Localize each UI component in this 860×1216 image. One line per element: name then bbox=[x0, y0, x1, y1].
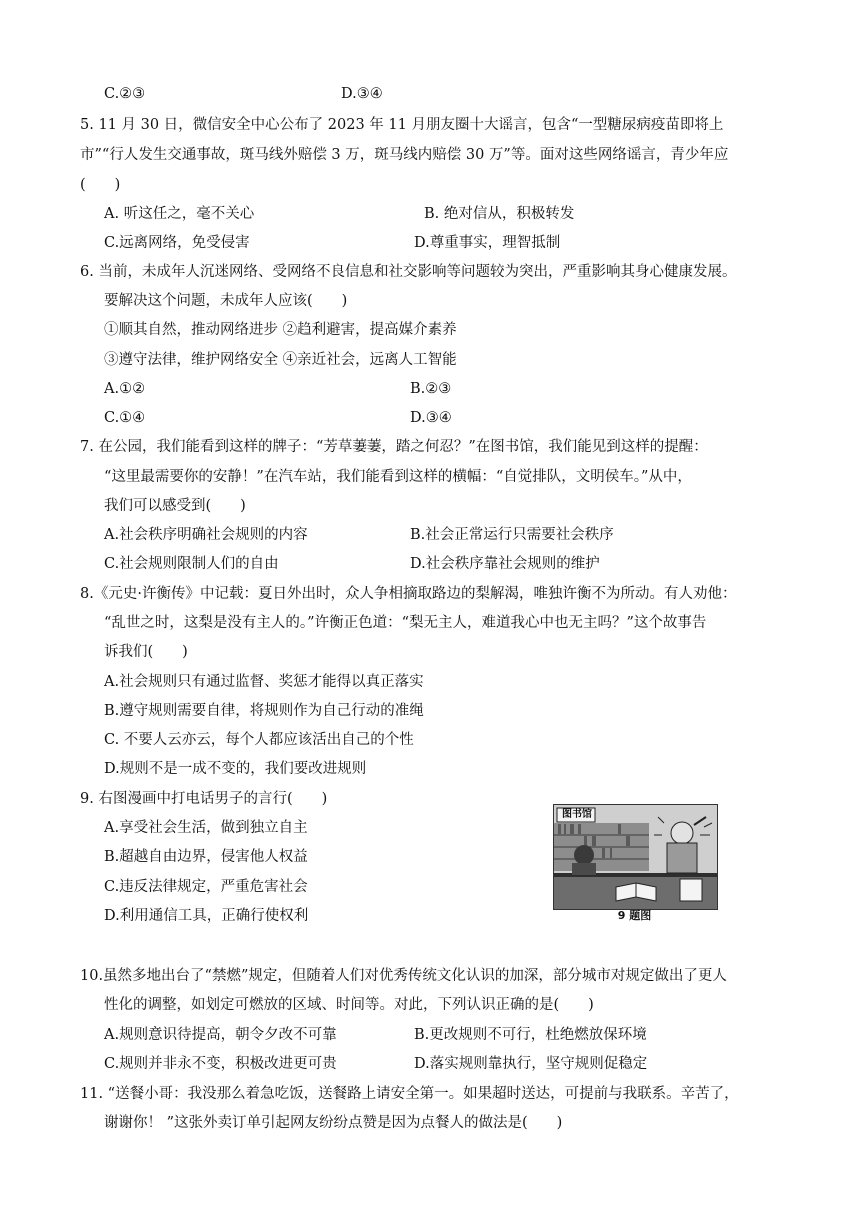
q10-option-d: D.落实规则靠执行，坚守规则促稳定 bbox=[414, 1056, 648, 1072]
q6-items-3-4: ③遵守法律，维护网络安全 ④亲近社会，远离人工智能 bbox=[104, 352, 457, 368]
q7-option-b: B.社会正常运行只需要社会秩序 bbox=[410, 527, 614, 543]
q8-option-c: C. 不要人云亦云，每个人都应该活出自己的个性 bbox=[104, 732, 414, 748]
q5-answer-blank: ( ) bbox=[80, 177, 121, 193]
q5-stem-line1: 5. 11 月 30 日，微信安全中心公布了 2023 年 11 月朋友圈十大谣言，包含“一型糖尿病疫苗即将上 bbox=[80, 117, 724, 133]
q7-option-c: C.社会规则限制人们的自由 bbox=[104, 556, 279, 572]
q6-items-1-2: ①顺其自然，推动网络进步 ②趋利避害，提高媒介素养 bbox=[104, 322, 457, 338]
q9-option-b: B.超越自由边界，侵害他人权益 bbox=[104, 849, 308, 865]
q7-stem-line1: 7. 在公园，我们能看到这样的牌子：“芳草萋萋，踏之何忍？”在图书馆，我们能见到这样的提醒： bbox=[80, 439, 708, 455]
q10-stem-line2: 性化的调整，如划定可燃放的区域、时间等。对此，下列认识正确的是( ) bbox=[104, 997, 594, 1013]
q9-figure-caption: 9 题图 bbox=[617, 909, 652, 922]
q8-option-a: A.社会规则只有通过监督、奖惩才能得以真正落实 bbox=[104, 674, 424, 690]
q9-cartoon-image bbox=[553, 804, 718, 910]
q8-stem-line3: 诉我们( ) bbox=[104, 644, 188, 660]
q6-stem-line1: 6. 当前，未成年人沉迷网络、受网络不良信息和社交影响等问题较为突出，严重影响其身心健康发展。 bbox=[80, 264, 737, 280]
q4-option-c: C.②③ bbox=[104, 86, 146, 102]
q6-option-b: B.②③ bbox=[410, 381, 452, 397]
q11-stem-line2: 谢谢你！ ”这张外卖订单引起网友纷纷点赞是因为点餐人的做法是( ) bbox=[104, 1115, 563, 1131]
q8-stem-line1: 8.《元史·许衡传》中记载：夏日外出时，众人争相摘取路边的梨解渴，唯独许衡不为所动。有人劝他： bbox=[80, 586, 737, 602]
library-sign-text: 图书馆 bbox=[562, 809, 592, 820]
q6-stem-line2: 要解决这个问题，未成年人应该( ) bbox=[104, 293, 348, 309]
q5-option-a: A. 听这任之，毫不关心 bbox=[104, 206, 255, 222]
q8-option-b: B.遵守规则需要自律，将规则作为自己行动的准绳 bbox=[104, 703, 424, 719]
q7-option-d: D.社会秩序靠社会规则的维护 bbox=[410, 556, 600, 572]
q9-option-c: C.违反法律规定，严重危害社会 bbox=[104, 879, 308, 895]
q10-option-b: B.更改规则不可行，杜绝燃放保环境 bbox=[414, 1027, 647, 1043]
q8-stem-line2: “乱世之时，这梨是没有主人的。”许衡正色道：“梨无主人，难道我心中也无主吗？”这个故事告 bbox=[104, 615, 707, 631]
q5-option-c: C.远离网络，免受侵害 bbox=[104, 235, 250, 251]
q5-option-b: B. 绝对信从，积极转发 bbox=[424, 206, 575, 222]
q10-option-a: A.规则意识待提高，朝令夕改不可靠 bbox=[104, 1027, 337, 1043]
q9-option-d: D.利用通信工具，正确行使权利 bbox=[104, 908, 309, 924]
q10-option-c: C.规则并非永不变，积极改进更可贵 bbox=[104, 1056, 337, 1072]
q9-option-a: A.享受社会生活，做到独立自主 bbox=[104, 820, 308, 836]
q6-option-c: C.①④ bbox=[104, 410, 146, 426]
q7-option-a: A.社会秩序明确社会规则的内容 bbox=[104, 527, 308, 543]
q5-option-d: D.尊重事实，理智抵制 bbox=[414, 235, 561, 251]
q7-stem-line2: “这里最需要你的安静！”在汽车站，我们能看到这样的横幅：“自觉排队，文明侯车。”从中， bbox=[104, 469, 692, 485]
q4-option-d: D.③④ bbox=[341, 86, 383, 102]
q6-option-d: D.③④ bbox=[410, 410, 452, 426]
q8-option-d: D.规则不是一成不变的，我们要改进规则 bbox=[104, 761, 367, 777]
q9-stem: 9. 右图漫画中打电话男子的言行( ) bbox=[80, 791, 328, 807]
q7-stem-line3: 我们可以感受到( ) bbox=[104, 498, 246, 514]
q10-stem-line1: 10.虽然多地出台了“禁燃”规定，但随着人们对优秀传统文化认识的加深，部分城市对规定做出了更人 bbox=[80, 968, 727, 984]
q11-stem-line1: 11. “送餐小哥：我没那么着急吃饭，送餐路上请安全第一。如果超时送达，可提前与我联系。辛苦了， bbox=[80, 1086, 739, 1102]
q6-option-a: A.①② bbox=[104, 381, 146, 397]
q5-stem-line2: 市”“行人发生交通事故，斑马线外赔偿 3 万，斑马线内赔偿 30 万”等。面对这些网络谣言，青少年应 bbox=[80, 147, 729, 163]
